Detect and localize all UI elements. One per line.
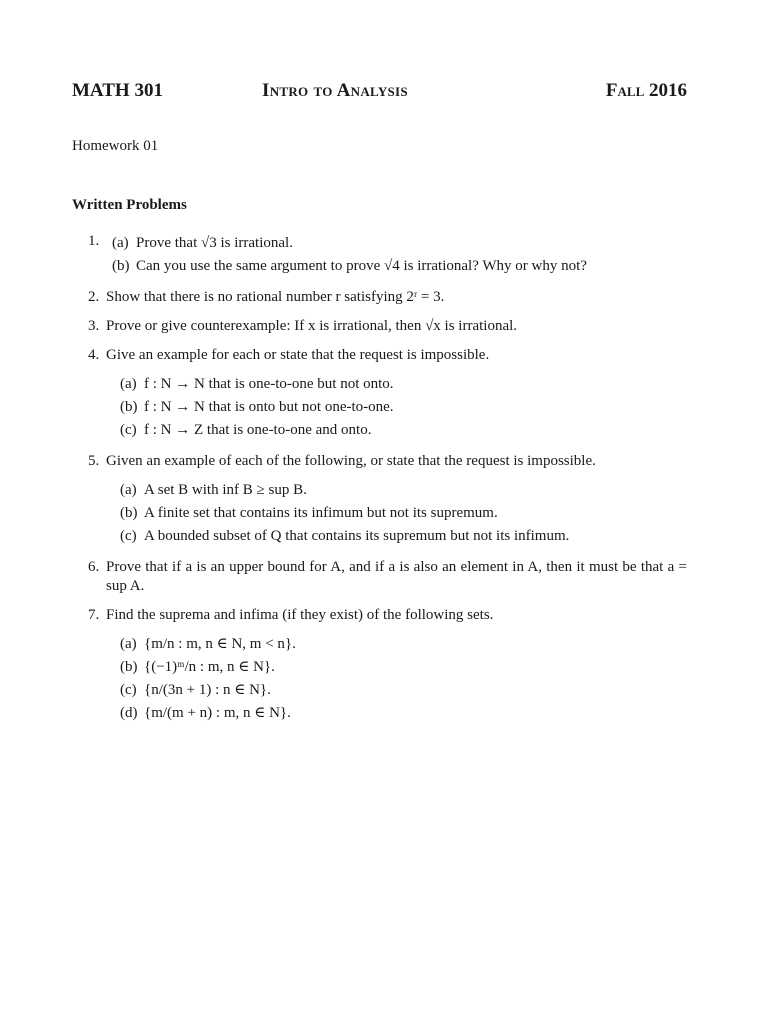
subproblem-label: (a) <box>112 235 129 251</box>
subproblem-text: {(−1)ᵐ/n : m, n ∈ N}. <box>144 659 275 675</box>
problem-item <box>72 317 687 336</box>
subproblem-label: (a) <box>120 636 137 652</box>
subproblem-text: Can you use the same argument to prove √4 is irrational? Why or why not? <box>136 258 587 274</box>
subproblem-list <box>106 232 687 278</box>
problem-number: 6. <box>88 559 100 575</box>
subproblem-item <box>106 255 687 278</box>
problem-text: Give an example for each or state that the request is impossible. <box>106 347 490 363</box>
problem-text: Prove or give counterexample: If x is irrational, then √x is irrational. <box>106 318 518 334</box>
subproblem-item <box>114 502 687 525</box>
subproblem-text: A set B with inf B ≥ sup B. <box>144 482 307 498</box>
subproblem-item <box>114 633 687 656</box>
problem-number: 7. <box>88 607 100 623</box>
subproblem-text: {n/(3n + 1) : n ∈ N}. <box>144 682 271 698</box>
subproblem-label: (b) <box>120 505 138 521</box>
subproblem-text: A finite set that contains its infimum but not its supremum. <box>144 505 498 521</box>
problem-list <box>72 232 687 735</box>
course-title: Intro to Analysis <box>262 80 408 101</box>
problem-item <box>72 606 687 725</box>
subproblem-list <box>114 479 687 548</box>
subproblem-label: (b) <box>112 258 130 274</box>
subproblem-label: (d) <box>120 705 138 721</box>
subproblem-text: Prove that √3 is irrational. <box>136 235 293 251</box>
subproblem-item <box>114 373 687 396</box>
subproblem-item <box>114 479 687 502</box>
problem-text: Given an example of each of the following, or state that the request is impossible. <box>106 453 596 469</box>
subproblem-item <box>114 525 687 548</box>
subproblem-label: (a) <box>120 376 137 392</box>
subproblem-text: f : N → Z that is one-to-one and onto. <box>144 422 372 438</box>
problem-number: 3. <box>88 318 100 334</box>
subproblem-text: f : N → N that is onto but not one-to-one. <box>144 399 394 415</box>
subproblem-item <box>114 679 687 702</box>
subproblem-list <box>114 633 687 725</box>
problem-item <box>72 452 687 548</box>
problem-text: Prove that if a is an upper bound for A, and if a is also an element in A, then it must be that a = sup A. <box>106 559 687 594</box>
page-header <box>72 80 687 108</box>
section-heading: Written Problems <box>72 197 187 213</box>
subproblem-label: (c) <box>120 422 137 438</box>
problem-item <box>72 558 687 596</box>
problem-text: Find the suprema and infima (if they exist) of the following sets. <box>106 607 494 623</box>
problem-item <box>72 288 687 307</box>
problem-text: Show that there is no rational number r satisfying 2ʳ = 3. <box>106 289 445 305</box>
problem-number: 5. <box>88 453 100 469</box>
subproblem-text: f : N → N that is one-to-one but not onto. <box>144 376 394 392</box>
homework-title: Homework 01 <box>72 138 159 154</box>
subproblem-list <box>114 373 687 442</box>
problem-number: 4. <box>88 347 100 363</box>
course-code: MATH 301 <box>72 80 163 101</box>
subproblem-text: {m/(m + n) : m, n ∈ N}. <box>144 705 291 721</box>
subproblem-label: (c) <box>120 682 137 698</box>
subproblem-label: (b) <box>120 659 138 675</box>
subproblem-item <box>114 702 687 725</box>
subproblem-item <box>106 232 687 255</box>
subproblem-item <box>114 419 687 442</box>
subproblem-text: A bounded subset of Q that contains its supremum but not its infimum. <box>144 528 570 544</box>
problem-number: 2. <box>88 289 100 305</box>
course-term: Fall 2016 <box>605 80 687 101</box>
subproblem-text: {m/n : m, n ∈ N, m < n}. <box>144 636 296 652</box>
subproblem-label: (b) <box>120 399 138 415</box>
problem-item <box>72 232 687 278</box>
subproblem-label: (a) <box>120 482 137 498</box>
problem-number: 1. <box>88 233 100 249</box>
subproblem-item <box>114 656 687 679</box>
subproblem-label: (c) <box>120 528 137 544</box>
problem-item <box>72 346 687 442</box>
subproblem-item <box>114 396 687 419</box>
